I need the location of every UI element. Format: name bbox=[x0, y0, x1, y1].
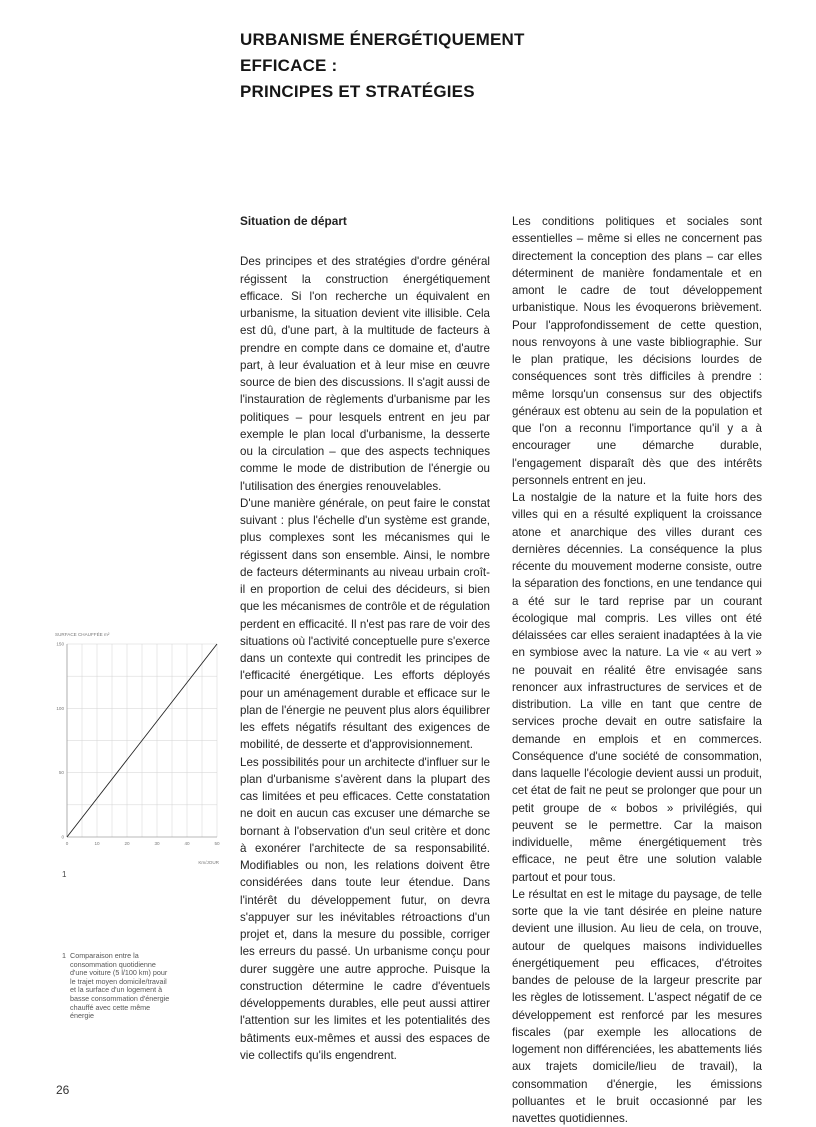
section-heading: Situation de départ bbox=[240, 214, 347, 228]
chart-svg bbox=[55, 630, 225, 875]
caption-text: Comparaison entre la consommation quotidienne d'une voiture (5 l/100 km) pour le trajet moyen domicile/travail et la surface d'un logement à basse consommation d'énergie chauffé avec cette même énergie bbox=[70, 951, 170, 1021]
y-tick-label: 100 bbox=[56, 705, 64, 711]
paragraph: Des principes et des stratégies d'ordre général régissent la construction énergétiquement efficace. Si l'on recherche un équivalent en urbanisme, la situation devient vite illisible. Cela est dû, d'une part, à la multitude de facteurs à prendre en compte dans ce domaine et, d'autre part, à leur évaluation et à leur mise en œuvre source de bien des discussions. Il s'agit aussi de l'instauration de règlements d'urbanisme par les politiques – pour lesquels entrent en jeu par exemple le plan local d'urbanisme, la desserte ou la circulation – que des aspects techniques comme le mode de distribution de l'énergie ou l'utilisation des énergies renouvelables. bbox=[240, 255, 490, 493]
figure-caption bbox=[62, 952, 174, 1021]
figure-number: 1 bbox=[62, 870, 67, 879]
y-tick-label: 150 bbox=[56, 641, 64, 647]
left-column bbox=[240, 213, 490, 1064]
title-line-2: EFFICACE : bbox=[240, 56, 338, 75]
x-tick-label: 50 bbox=[214, 841, 220, 846]
x-tick-label: 0 bbox=[65, 841, 69, 846]
x-tick-label: 30 bbox=[154, 841, 160, 846]
caption-number: 1 bbox=[62, 951, 66, 960]
y-tick-label: 50 bbox=[58, 770, 64, 776]
page-title bbox=[240, 27, 525, 105]
y-tick-label: 0 bbox=[61, 834, 64, 840]
x-tick-label: 20 bbox=[124, 841, 130, 846]
paragraph: Le résultat en est le mitage du paysage, de telle sorte que la vie tant désirée en pleine nature devient une illusion. Au lieu de cela, on trouve, autour de quelques maisons individuelles énergétiquement peu efficaces, d'étroites bandes de pelouse de la largeur prescrite par les règles de lotissement. L'aspect négatif de ce développement est renforcé par les mesures fiscales (par exemple les allocations de logement non différenciées, les abattements liés aux trajets domicile/lieu de travail), la consommation d'énergie, les émissions polluantes et le bruit occasionné par les navettes quotidiennes. bbox=[512, 887, 762, 1125]
page-number: 26 bbox=[56, 1083, 70, 1097]
title-line-3: PRINCIPES ET STRATÉGIES bbox=[240, 82, 475, 101]
right-column bbox=[512, 213, 762, 1127]
paragraph: La nostalgie de la nature et la fuite hors des villes qui en a résulté expliquent la croissance atone et anarchique des villes durant ces dernières décennies. La conséquence la plus récente du mouvement moderne consiste, outre la séparation des fonctions, en une tendance qui a été sur le tard reprise par un courant écologique mal compris. Les villes ont été délaissées car elles seraient inadaptées à la vie en symbiose avec la nature. La vie « au vert » ne pouvait en réalité être envisagée sans renoncer aux infrastructures de services et de distribution. La ville en tant que centre de services proche devait en outre satisfaire la demande en emplois et en commerces. Conséquence d'une société de consommation, dans laquelle l'écologie devient aussi un produit, cet état de fait ne peut se prolonger que pour un petit groupe de « bobos » privilégiés, qui peuvent se le permettre. Car la maison individuelle, même énergétiquement très efficace, ne peut être une solution valable partout et pour tous. bbox=[512, 491, 762, 884]
figure-chart bbox=[55, 630, 225, 875]
paragraph: D'une manière générale, on peut faire le constat suivant : plus l'échelle d'un système est grande, plus complexes sont les mécanismes qui le régissent dans son ensemble. Ainsi, le nombre de facteurs déterminants au niveau urbain croît-il en proportion de celui des décideurs, si bien que les mécanismes de contrôle et de régulation perdent en efficacité. Il n'est pas rare de voir des situations où l'activité conceptuelle pure s'exerce dans un contexte qui contredit les principes de l'efficacité énergétique. Les efforts déployés pour un aménagement durable et efficace sur le plan de l'énergie ne peuvent plus alors équilibrer les effets négatifs résultant des exigences de mobilité, de desserte et d'approvisionnement. bbox=[240, 496, 490, 752]
paragraph: Les possibilités pour un architecte d'influer sur le plan d'urbanisme s'avèrent dans la plupart des cas limitées et peu efficaces. Cette constatation ne doit en aucun cas excuser une démarche se bornant à l'observation d'un seul critère et donc à exonérer l'architecte de sa responsabilité. Modifiables ou non, les relations doivent être considérées dans toute leur étendue. Dans l'intérêt du développement futur, on devra s'appuyer sur les inévitables rétroactions d'un projet et, dans la mesure du possible, corriger les erreurs du passé. Un urbanisme conçu pour durer suggère une autre approche. Puisque la construction détermine le cadre d'éventuels développements durables, elle peut aussi attirer l'attention sur les limites et les potentialités des bâtiments eux-mêmes et aussi des espaces de vie collectifs qu'ils engendrent. bbox=[240, 755, 490, 1062]
paragraph: Les conditions politiques et sociales sont essentielles – même si elles ne concernent pas directement la conception des plans – car elles déterminent de manière fondamentale et en amont le cadre de tout développement urbanistique. Nous les évoquerons brièvement. Pour l'approfondissement de cette question, nous renvoyons à une vaste bibliographie. Sur le plan pratique, les décisions lourdes de conséquences sont très difficiles à prendre : même lorsqu'un consensus sur des objectifs généraux est obtenu au sein de la population et que l'on a reconnu l'importance qu'il y a à encourager une démarche durable, l'engagement disparaît dès que des intérêts personnels entrent en jeu. bbox=[512, 215, 762, 487]
y-axis-label: SURFACE CHAUFFÉE m² bbox=[55, 632, 110, 637]
x-tick-label: 40 bbox=[184, 841, 190, 846]
x-axis-label: Km/JOUR bbox=[198, 860, 219, 865]
title-line-1: URBANISME ÉNERGÉTIQUEMENT bbox=[240, 30, 525, 49]
x-tick-label: 10 bbox=[94, 841, 100, 846]
